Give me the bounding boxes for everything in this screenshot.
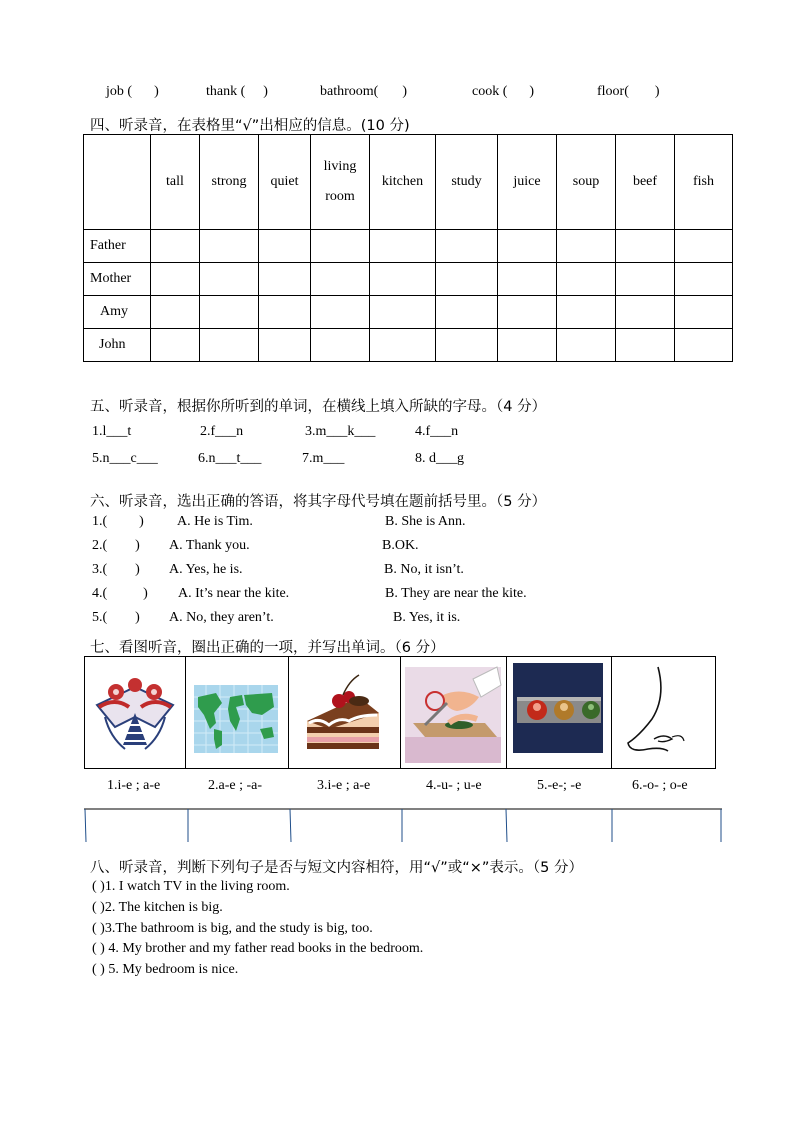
option-pair[interactable]: 3.i-e ; a-e [317, 778, 371, 793]
top-word-bathroom: bathroom( ) [320, 84, 407, 99]
info-table [83, 134, 733, 362]
answer-paren[interactable]: ( ) [92, 900, 105, 915]
table-cell[interactable] [616, 329, 675, 362]
table-header: quiet [259, 135, 311, 230]
choice-question [92, 538, 140, 554]
table-cell[interactable] [557, 329, 616, 362]
picture-cell [401, 657, 507, 768]
table-cell[interactable] [370, 329, 436, 362]
top-word-floor: floor( ) [597, 84, 660, 99]
table-cell[interactable] [259, 296, 311, 329]
choice-question [92, 586, 148, 602]
table-row [84, 296, 733, 329]
table-cell[interactable] [311, 230, 370, 263]
answer-paren-close: ) [135, 538, 140, 553]
option-pair[interactable]: 1.i-e ; a-e [107, 778, 161, 793]
row-label: Amy [84, 296, 151, 329]
table-header: soup [557, 135, 616, 230]
table-header: tall [151, 135, 200, 230]
judge-sentence: 2. The kitchen is big. [104, 900, 223, 915]
section-8-title: 八、听录音，判断下列句子是否与短文内容相符，用“√”或“×”表示。（5 分） [90, 860, 584, 876]
picture-cell [85, 657, 186, 768]
answer-paren-open[interactable]: 1.( [92, 514, 108, 529]
table-cell[interactable] [616, 230, 675, 263]
table-cell[interactable] [436, 263, 498, 296]
answer-paren[interactable]: ( ) [92, 962, 105, 977]
blank-item[interactable]: 1.l___t [92, 424, 132, 439]
table-cell[interactable] [557, 230, 616, 263]
table-cell[interactable] [311, 263, 370, 296]
table-cell[interactable] [436, 230, 498, 263]
table-cell[interactable] [259, 329, 311, 362]
top-word-thank: thank ( ) [206, 84, 268, 99]
option-b: B. No, it isn’t. [384, 562, 464, 577]
kite-picture [85, 657, 185, 768]
table-header: fish [675, 135, 733, 230]
judge-item [92, 962, 238, 978]
table-header: beef [616, 135, 675, 230]
table-cell[interactable] [200, 263, 259, 296]
blank-item[interactable]: 3.m___k___ [305, 424, 376, 439]
blank-item[interactable]: 7.m___ [302, 451, 345, 466]
lights-picture [507, 657, 611, 768]
choice-question [92, 610, 140, 626]
table-cell[interactable] [370, 296, 436, 329]
blank-item[interactable]: 5.n___c___ [92, 451, 158, 466]
picture-cell [612, 657, 715, 768]
row-label: Father [84, 230, 151, 263]
table-cell[interactable] [675, 230, 733, 263]
answer-paren-close: ) [143, 586, 148, 601]
table-row [84, 329, 733, 362]
blank-item[interactable]: 4.f___n [415, 424, 459, 439]
table-cell[interactable] [311, 329, 370, 362]
answer-paren-open[interactable]: 4.( [92, 586, 108, 601]
table-cell[interactable] [675, 296, 733, 329]
table-cell[interactable] [200, 329, 259, 362]
option-a: A. It’s near the kite. [178, 586, 290, 601]
answer-paren-open[interactable]: 3.( [92, 562, 108, 577]
table-cell[interactable] [151, 329, 200, 362]
answer-paren-close: ) [135, 562, 140, 577]
table-cell[interactable] [498, 230, 557, 263]
row-label: Mother [84, 263, 151, 296]
table-cell[interactable] [675, 329, 733, 362]
table-cell[interactable] [311, 296, 370, 329]
table-cell[interactable] [259, 230, 311, 263]
option-b: B. They are near the kite. [385, 586, 527, 601]
option-b: B. She is Ann. [385, 514, 466, 529]
option-a: A. Thank you. [169, 538, 250, 553]
choice-question [92, 562, 140, 578]
judge-sentence: 5. My bedroom is nice. [104, 962, 239, 977]
blank-item[interactable]: 2.f___n [200, 424, 244, 439]
table-cell[interactable] [616, 296, 675, 329]
section-7-title: 七、看图听音，圈出正确的一项，并写出单词。（6 分） [90, 640, 445, 656]
option-a: A. No, they aren’t. [169, 610, 274, 625]
answer-lines[interactable] [84, 808, 722, 843]
table-cell[interactable] [498, 329, 557, 362]
table-cell[interactable] [675, 263, 733, 296]
picture-cell [186, 657, 289, 768]
table-cell[interactable] [436, 329, 498, 362]
option-pair[interactable]: 5.-e-; -e [537, 778, 582, 793]
table-cell[interactable] [370, 230, 436, 263]
table-cell[interactable] [200, 296, 259, 329]
table-header-text: living room [323, 159, 357, 204]
judge-sentence: 4. My brother and my father read books in the bedroom. [104, 941, 424, 956]
table-cell[interactable] [151, 230, 200, 263]
blank-item[interactable]: 6.n___t___ [198, 451, 262, 466]
table-row [84, 230, 733, 263]
picture-cell [289, 657, 401, 768]
judge-item [92, 879, 290, 895]
cut-picture [401, 657, 506, 768]
answer-paren[interactable]: ( ) [92, 941, 105, 956]
answer-paren-open[interactable]: 2.( [92, 538, 108, 553]
section-5-title: 五、听录音，根据你所听到的单词，在横线上填入所缺的字母。（4 分） [90, 399, 547, 415]
judge-item [92, 921, 373, 937]
option-b: B. Yes, it is. [393, 610, 461, 625]
table-cell[interactable] [616, 263, 675, 296]
choice-question [92, 514, 144, 530]
table-cell[interactable] [151, 296, 200, 329]
table-header: kitchen [370, 135, 436, 230]
table-cell[interactable] [436, 296, 498, 329]
answer-paren[interactable]: ( ) [92, 921, 105, 936]
option-a: A. Yes, he is. [169, 562, 243, 577]
section-6-title: 六、听录音，选出正确的答语，将其字母代号填在题前括号里。（5 分） [90, 494, 547, 510]
table-row [84, 263, 733, 296]
table-cell[interactable] [259, 263, 311, 296]
table-cell[interactable] [557, 263, 616, 296]
option-a: A. He is Tim. [177, 514, 253, 529]
answer-paren-close: ) [135, 610, 140, 625]
picture-strip [84, 656, 716, 769]
judge-item [92, 941, 423, 957]
table-corner-cell [84, 135, 151, 230]
nose-picture [612, 657, 714, 768]
judge-sentence: 1. I watch TV in the living room. [104, 879, 290, 894]
section-4-title: 四、听录音，在表格里“√”出相应的信息。(10 分) [90, 118, 410, 134]
blank-item[interactable]: 8. d___g [415, 451, 464, 466]
option-pair[interactable]: 2.a-e ; -a- [208, 778, 263, 793]
answer-paren-open[interactable]: 5.( [92, 610, 108, 625]
table-cell[interactable] [498, 296, 557, 329]
table-header [311, 135, 370, 230]
answer-paren[interactable]: ( ) [92, 879, 105, 894]
top-word-job: job ( ) [106, 84, 159, 99]
table-cell[interactable] [557, 296, 616, 329]
judge-item [92, 900, 223, 916]
table-header: juice [498, 135, 557, 230]
answer-paren-close: ) [139, 514, 144, 529]
option-pair[interactable]: 6.-o- ; o-e [632, 778, 688, 793]
table-cell[interactable] [370, 263, 436, 296]
cake-picture [289, 657, 400, 768]
judge-sentence: 3.The bathroom is big, and the study is big, too. [104, 921, 373, 936]
map-picture [186, 657, 288, 768]
table-cell[interactable] [498, 263, 557, 296]
option-pair[interactable]: 4.-u- ; u-e [426, 778, 482, 793]
top-word-cook: cook ( ) [472, 84, 535, 99]
table-header: strong [200, 135, 259, 230]
table-cell[interactable] [200, 230, 259, 263]
row-label: John [84, 329, 151, 362]
table-cell[interactable] [151, 263, 200, 296]
picture-cell [507, 657, 612, 768]
table-header: study [436, 135, 498, 230]
option-b: B.OK. [382, 538, 419, 553]
